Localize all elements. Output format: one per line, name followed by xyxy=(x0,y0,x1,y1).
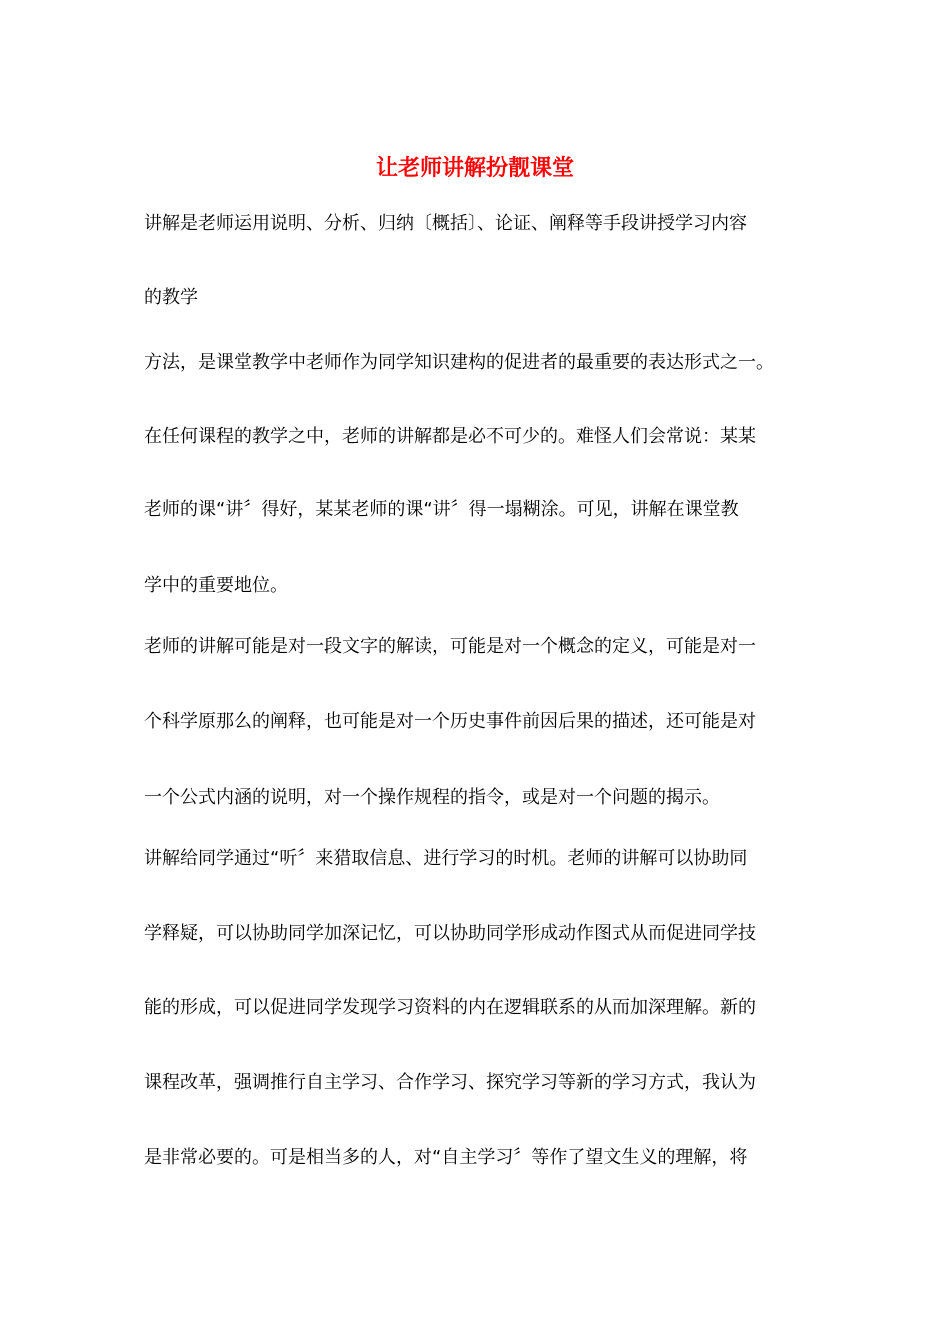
paragraph-line: 老师的讲解可能是对一段文字的解读，可能是对一个概念的定义，可能是对一 xyxy=(144,636,756,657)
paragraph-line: 讲解是老师运用说明、分析、归纳〔概括〕、论证、阐释等手段讲授学习内容 xyxy=(144,213,747,234)
paragraph-line: 的教学 xyxy=(144,287,198,308)
paragraph-line: 学释疑，可以协助同学加深记忆，可以协助同学形成动作图式从而促进同学技 xyxy=(144,923,756,944)
paragraph-line: 能的形成，可以促进同学发现学习资料的内在逻辑联系的从而加深理解。新的 xyxy=(144,997,756,1018)
paragraph-line: 老师的课“讲〞得好，某某老师的课“讲〞得一塌糊涂。可见，讲解在课堂教 xyxy=(144,499,739,520)
paragraph-line: 讲解给同学通过“听〞来猎取信息、进行学习的时机。老师的讲解可以协助同 xyxy=(144,848,748,869)
paragraph-line: 学中的重要地位。 xyxy=(144,575,288,596)
paragraph-line: 在任何课程的教学之中，老师的讲解都是必不可少的。难怪人们会常说：某某 xyxy=(144,426,756,447)
paragraph-line: 方法，是课堂教学中老师作为同学知识建构的促进者的最重要的表达形式之一。 xyxy=(144,352,774,373)
document-title: 让老师讲解扮靓课堂 xyxy=(375,155,574,181)
paragraph-line: 一个公式内涵的说明，对一个操作规程的指令，或是对一个问题的揭示。 xyxy=(144,787,720,808)
paragraph-line: 课程改革，强调推行自主学习、合作学习、探究学习等新的学习方式，我认为 xyxy=(144,1072,756,1093)
paragraph-line: 是非常必要的。可是相当多的人，对“自主学习〞等作了望文生义的理解，将 xyxy=(144,1147,748,1168)
paragraph-line: 个科学原那么的阐释，也可能是对一个历史事件前因后果的描述，还可能是对 xyxy=(144,711,756,732)
